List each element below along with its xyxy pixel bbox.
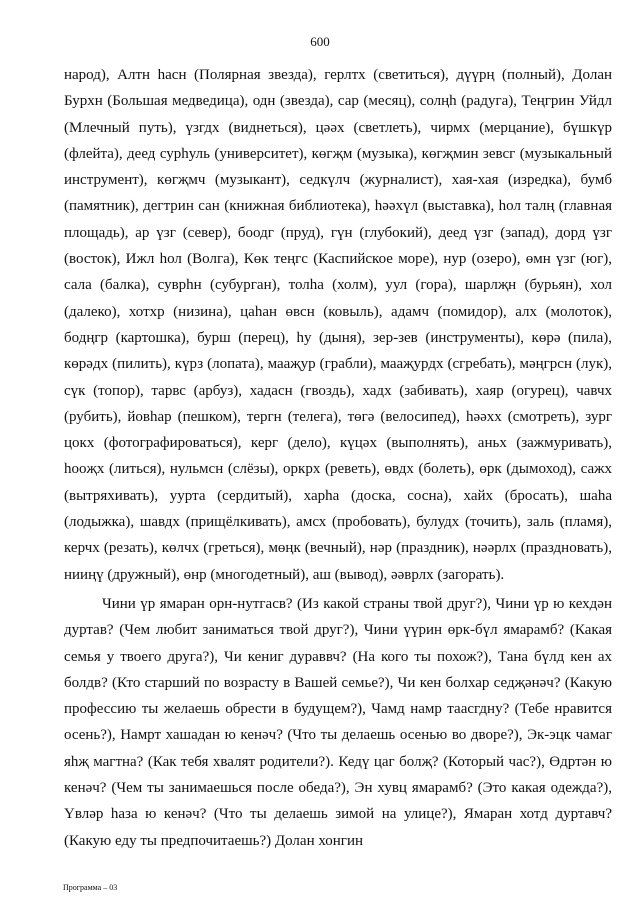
questions-paragraph: Чини үр ямаран орн-нутгасв? (Из какой страны твой друг?), Чини үр ю кехдән дуртав? (Чем любит заниматься твой друг?), Чини үүрин өрк-бүл ямарамб? (Какая семья у твоего друга?), Чи кениг дураввч? (На кого ты похож?), Тана бүлд кен ах болдв? (Кто старший по возрасту в Вашей семье?), Чи кен болхар седҗәнәч? (Какую профессию ты желаешь обрести в будущем?), Чамд намр таасгдну? (Тебе нравится осень?), Намрт хашадан ю кенәч? (Что ты делаешь осенью во дворе?), Эк-эцк чамаг яһҗ магтна? (Как тебя хвалят родители?). Кедү цаг болҗ? (Который час?), Өдртән ю кенәч? (Чем ты занимаешься после обеда?), Эн хувц ямарамб? (Это какая одежда?), Үвләр һаза ю кенәч? (Что ты делаешь зимой на улице?), Ямаран хотд дуртавч? (Какую еду ты предпочитаешь?) Долан хонгин — [64, 595, 612, 849]
vocabulary-paragraph: народ), Алтн hасн (Полярная звезда), герлтх (светиться), дүүрң (полный), Долан Бурхн (Большая медведица), одн (звезда), сар (месяц), солңһ (радуга), Теңгрин Уйдл (Млечный путь), үзгдх (виднеться), цәәх (светлеть), чирмх (мерцание), бүшкүр (флейта), деед сурһуль (университет), көгҗм (музыка), көгҗмин зевсг (музыкальный инструмент), көгҗмч (музыкант), седкүлч (журналист), хая-хая (изредка), бумб (памятник), дегтрин сан (книжная библиотека), һәәхүл (выставка), һол талң (главная площадь), ар үзг (север), боодг (пруд), гүн (глубокий), деед үзг (запад), дорд үзг (восток), Ижл һол (Волга), Көк теңгс (Каспийское море), нур (озеро), өмн үзг (юг), сала (балка), суврһн (субурган), толһа (холм), уул (гора), шарлҗн (бурьян), хол (далеко), хотхр (низина), цаһан өвсн (ковыль), адамч (помидор), алх (молоток), бодңгр (картошка), бурш (перец), һу (дыня), зер-зев (инструменты), көрә (пила), көрәдх (пилить), күрз (лопата), мааҗур (грабли), мааҗурдх (сгребать), мәңгрсн (лук), сүк (топор), тарвс (арбуз), хадасн (гвоздь), хадх (забивать), хаяр (огурец), чавчх (рубить), йовһар (пешком), тергн (телега), төгә (велосипед), һәәхх (смотреть), зург цокх (фотографироваться), керг (дело), күцәх (выполнять), аньх (зажмуривать), һооҗх (литься), нульмсн (слёзы), оркрх (реветь), өвдх (болеть), өрк (дымоход), сажх (вытряхивать), уурта (сердитый), харһа (доска, сосна), хайх (бросать), шаһа (лодыжка), шавдх (прищёлкивать), амсх (пробовать), булудх (точить), заль (пламя), керчх (резать), көлчх (греться), мөңк (вечный), нәр (праздник), нәәрлх (праздновать), нииңү (дружный), өнр (многодетный), аш (вывод), әәврлх (загорать). — [64, 67, 612, 583]
page-number: 600 — [310, 34, 330, 49]
main-text — [64, 62, 612, 854]
page-footer: Программа – 03 — [63, 883, 118, 892]
